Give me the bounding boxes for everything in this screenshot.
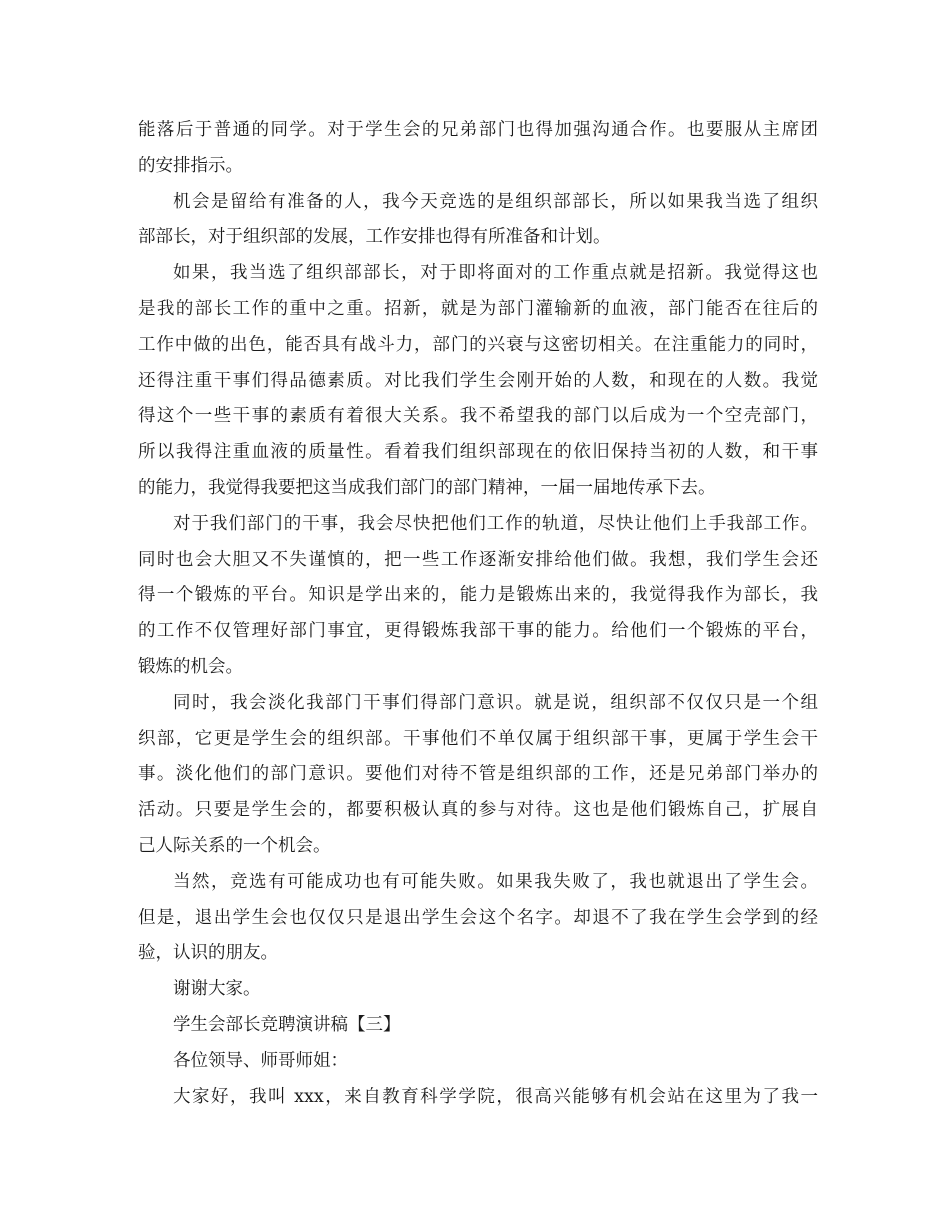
paragraph-line: 所以我得注重血液的质量性。看着我们组织部现在的依旧保持当初的人数，和干事: [138, 442, 818, 463]
paragraph-first-line: 学生会部长竞聘演讲稿【三】: [173, 1014, 401, 1035]
paragraph-line: 是我的部长工作的重中之重。招新，就是为部门灌输新的血液，部门能否在往后的: [138, 298, 818, 319]
paragraph-line: 但是，退出学生会也仅仅只是退出学生会这个名字。却退不了我在学生会学到的经: [138, 907, 818, 928]
paragraph-line: 己人际关系的一个机会。: [138, 835, 331, 856]
paragraph-first-line: 对于我们部门的干事，我会尽快把他们工作的轨道，尽快让他们上手我部工作。: [173, 513, 818, 534]
paragraph-line: 得这个一些干事的素质有着很大关系。我不希望我的部门以后成为一个空壳部门，: [138, 406, 818, 427]
paragraph-line: 能落后于普通的同学。对于学生会的兄弟部门也得加强沟通合作。也要服从主席团: [138, 120, 818, 140]
paragraph-line: 的工作不仅管理好部门事宜，更得锻炼我部干事的能力。给他们一个锻炼的平台，: [138, 621, 818, 642]
paragraph-line: 同时也会大胆又不失谨慎的，把一些工作逐渐安排给他们做。我想，我们学生会还: [138, 549, 818, 570]
paragraph-line: 还得注重干事们得品德素质。对比我们学生会刚开始的人数，和现在的人数。我觉: [138, 370, 818, 391]
paragraph-first-line: 机会是留给有准备的人，我今天竞选的是组织部部长，所以如果我当选了组织: [173, 191, 818, 212]
paragraph-line: 事。淡化他们的部门意识。要他们对待不管是组织部的工作，还是兄弟部门举办的: [138, 764, 818, 785]
paragraph-line: 的安排指示。: [138, 155, 243, 176]
paragraph-line: 部部长，对于组织部的发展，工作安排也得有所准备和计划。: [138, 227, 611, 248]
paragraph-line: 验，认识的朋友。: [138, 943, 278, 964]
document-body: [138, 113, 818, 1115]
paragraph-first-line: 同时，我会淡化我部门干事们得部门意识。就是说，组织部不仅仅只是一个组: [173, 692, 818, 713]
paragraph-first-line: 当然，竞选有可能成功也有可能失败。如果我失败了，我也就退出了学生会。: [173, 871, 818, 892]
paragraph-first-line: 各位领导、师哥师姐：: [173, 1050, 348, 1071]
paragraph-line: 得一个锻炼的平台。知识是学出来的，能力是锻炼出来的，我觉得我作为部长，我: [138, 585, 818, 606]
paragraph-first-line: 如果，我当选了组织部部长，对于即将面对的工作重点就是招新。我觉得这也: [173, 263, 818, 284]
paragraph-line: 织部，它更是学生会的组织部。干事他们不单仅属于组织部干事，更属于学生会干: [138, 728, 818, 749]
paragraph-line: 锻炼的机会。: [138, 656, 243, 677]
paragraph-line: 工作中做的出色，能否具有战斗力，部门的兴衰与这密切相关。在注重能力的同时，: [138, 334, 818, 355]
paragraph-first-line: 谢谢大家。: [173, 979, 261, 1000]
paragraph-first-line: 大家好，我叫 xxx，来自教育科学学院，很高兴能够有机会站在这里为了我一: [173, 1086, 818, 1107]
paragraph-line: 的能力，我觉得我要把这当成我们部门的部门精神，一届一届地传承下去。: [138, 477, 716, 498]
paragraph-line: 活动。只要是学生会的，都要积极认真的参与对待。这也是他们锻炼自己，扩展自: [138, 800, 818, 821]
